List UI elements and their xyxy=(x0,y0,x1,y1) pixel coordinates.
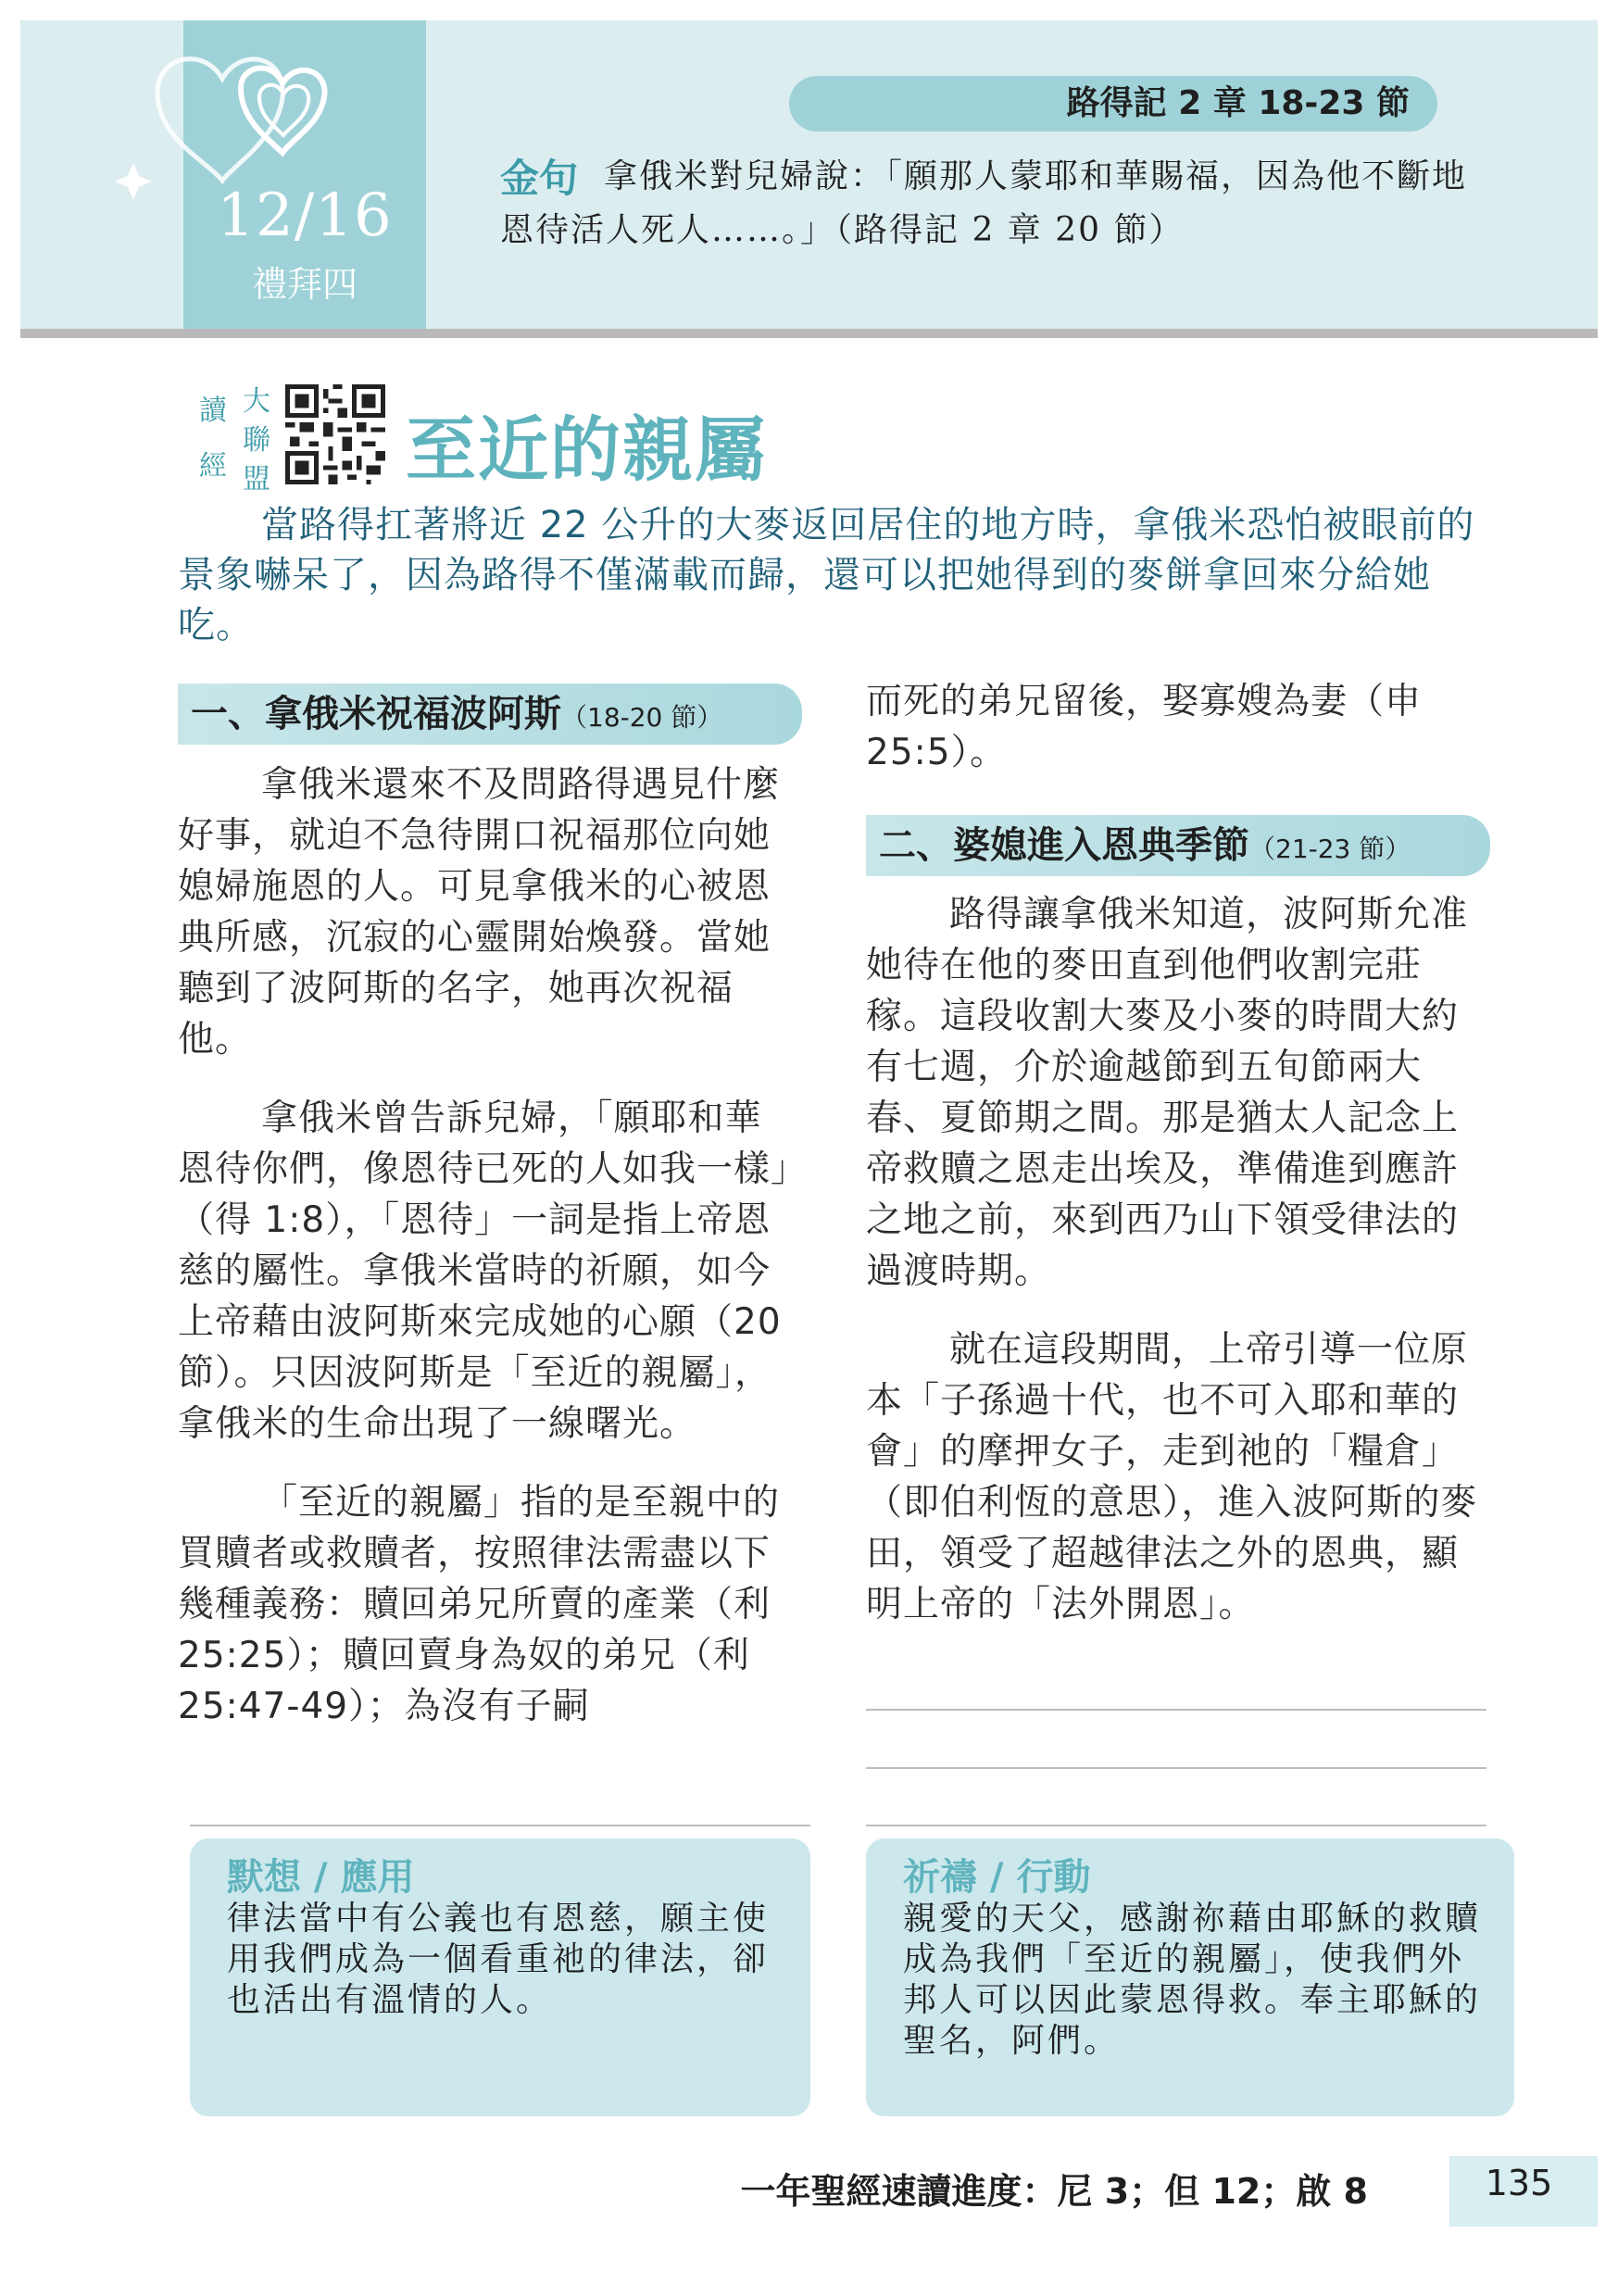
body-paragraph: 「至近的親屬」指的是至親中的買贖者或救贖者，按照律法需盡以下幾種義務：贖回弟兄所賣的產業（利 25:25）；贖回賣身為奴的弟兄（利 25:47-49）；為沒有子嗣 xyxy=(178,1482,781,1727)
page-number: 135 xyxy=(1485,2163,1553,2203)
body-paragraph: 拿俄米還來不及問路得遇見什麼好事，就迫不急待開口祝福那位向她媳婦施恩的人。可見拿俄米的心被恩典所感，沉寂的心靈開始煥發。當她聽到了波阿斯的名字，她再次祝福他。 xyxy=(178,764,781,1060)
prayer-title: 祈禱 / 行動 xyxy=(903,1856,1091,1899)
section-heading-text: 一、拿俄米祝福波阿斯 xyxy=(191,693,561,735)
qr-code-icon[interactable] xyxy=(285,384,385,484)
note-line xyxy=(866,1767,1486,1769)
intro-paragraph: 當路得扛著將近 22 公升的大麥返回居住的地方時，拿俄米恐怕被眼前的景象嚇呆了，因為路得不僅滿載而歸，還可以把她得到的麥餅拿回來分給她吃。 xyxy=(178,504,1475,646)
body-paragraph: 就在這段期間，上帝引導一位原本「子孫過十代，也不可入耶和華的會」的摩押女子，走到祂的「糧倉」（即伯利恆的意思），進入波阿斯的麥田，領受了超越律法之外的恩典，顯明上帝的「法外開恩」。 xyxy=(866,1329,1478,1625)
meditation-title: 默想 / 應用 xyxy=(227,1856,415,1899)
body-paragraph: 拿俄米曾告訴兒婦，「願耶和華恩待你們，像恩待已死的人如我一樣」（得 1:8），「恩待」一詞是指上帝恩慈的屬性。拿俄米當時的祈願，如今上帝藉由波阿斯來完成她的心願（20 節）。只因波阿斯是「至近的親屬」，拿俄米的生命出現了一線曙光。 xyxy=(178,1098,790,1445)
golden-verse-label: 金句 xyxy=(500,156,579,201)
divider xyxy=(866,1825,1486,1826)
read-label-char: 讀 xyxy=(199,395,227,427)
read-label-char: 經 xyxy=(199,450,227,483)
section-verse-range: （18-20 節） xyxy=(561,702,723,733)
section-heading-1 xyxy=(178,684,802,745)
section-heading-text: 二、婆媳進入恩典季節 xyxy=(879,824,1249,867)
scripture-reference: 路得記 2 章 18-23 節 xyxy=(1066,84,1410,122)
date: 12/16 xyxy=(217,182,393,250)
read-label-char: 大 xyxy=(243,385,270,418)
reading-progress: 一年聖經速讀進度：尼 3；但 12；啟 8 xyxy=(740,2171,1368,2212)
body-paragraph: 而死的弟兄留後，娶寡嫂為妻（申 25:5）。 xyxy=(866,681,1423,773)
read-label-char: 聯 xyxy=(243,424,270,457)
read-label-char: 盟 xyxy=(243,463,270,496)
meditation-text: 律法當中有公義也有恩慈，願主使用我們成為一個看重祂的律法，卻也活出有溫情的人。 xyxy=(227,1900,770,2019)
prayer-text: 親愛的天父，感謝祢藉由耶穌的救贖成為我們「至近的親屬」，使我們外邦人可以因此蒙恩得救。奉主耶穌的聖名，阿們。 xyxy=(903,1900,1482,2060)
golden-verse-text: 拿俄米對兒婦說：「願那人蒙耶和華賜福，因為他不斷地恩待活人死人……。」（路得記 2 章 20 節） xyxy=(500,157,1468,249)
divider xyxy=(190,1825,810,1826)
page-title: 至近的親屬 xyxy=(406,408,767,491)
note-line xyxy=(866,1709,1486,1711)
section-heading-2 xyxy=(866,815,1490,876)
right-column xyxy=(866,889,1486,1658)
right-column-continued xyxy=(866,676,1486,806)
header-divider xyxy=(20,329,1598,338)
body-paragraph: 路得讓拿俄米知道，波阿斯允准她待在他的麥田直到他們收割完莊稼。這段收割大麥及小麥的時間大約有七週，介於逾越節到五旬節兩大春、夏節期之間。那是猶太人記念上帝救贖之恩走出埃及，準備進到應許之地之前，來到西乃山下領受律法的過渡時期。 xyxy=(866,894,1469,1292)
hearts-icon xyxy=(102,37,361,204)
left-column xyxy=(178,759,796,1760)
section-verse-range: （21-23 節） xyxy=(1249,834,1411,864)
weekday: 禮拜四 xyxy=(251,264,357,305)
